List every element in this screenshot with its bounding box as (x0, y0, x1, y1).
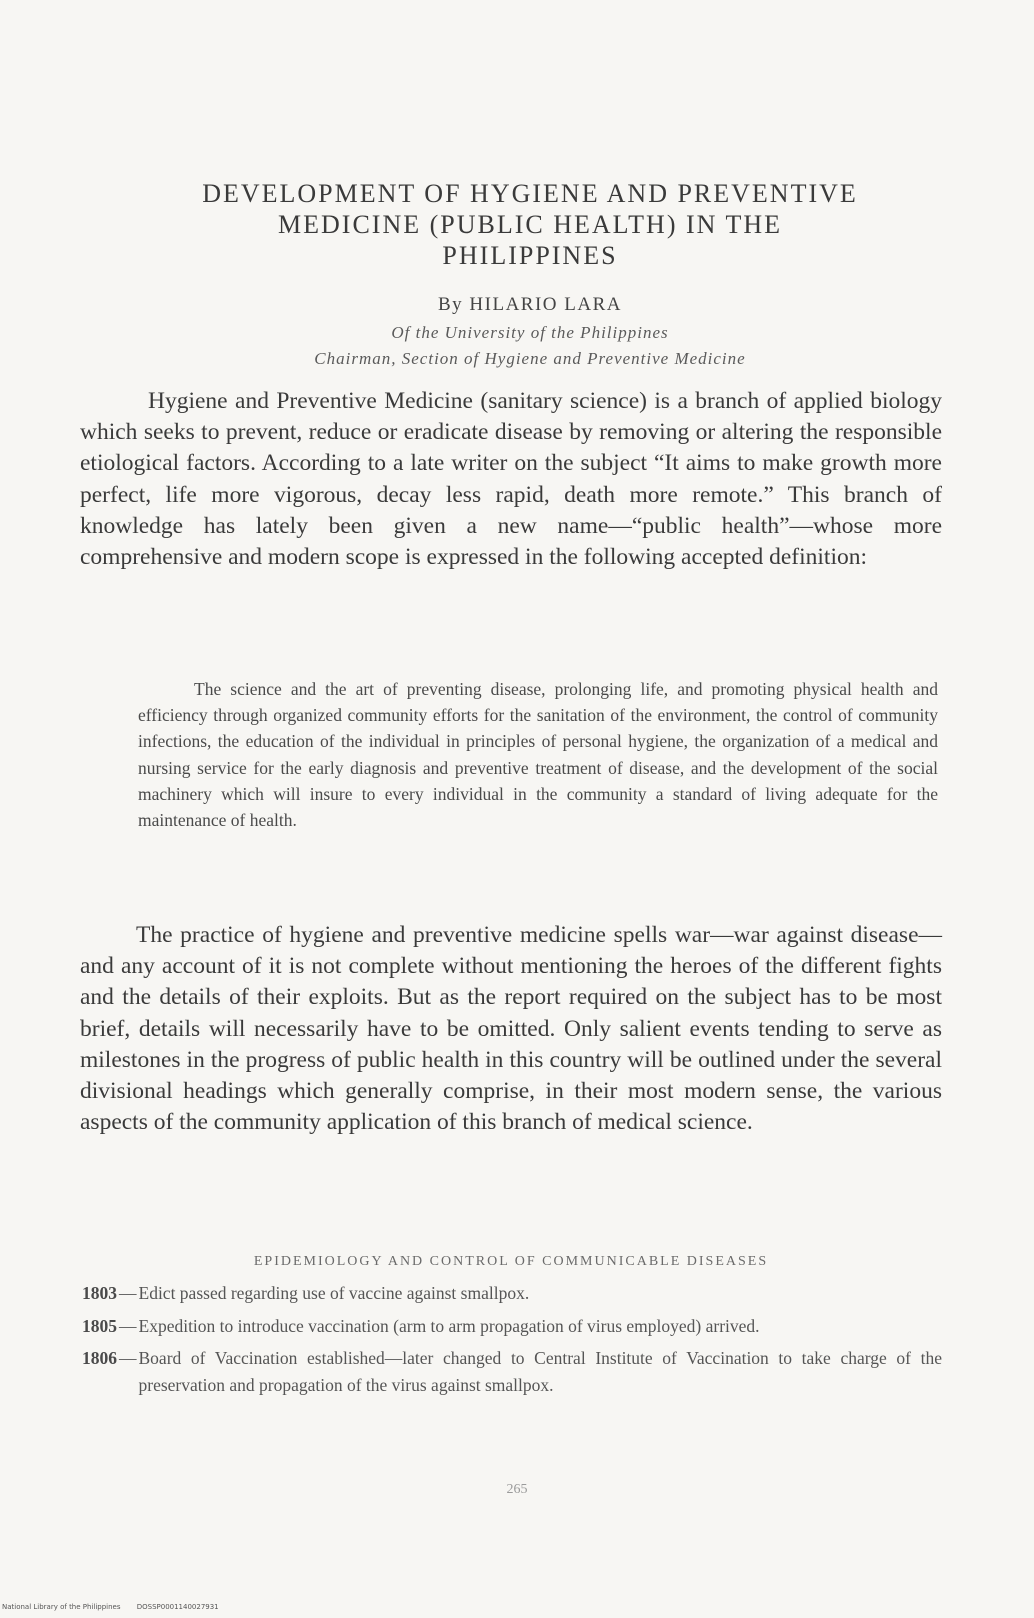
title-line: MEDICINE (PUBLIC HEALTH) IN THE (278, 210, 782, 239)
article-title (90, 178, 970, 271)
chronology-entry (82, 1345, 942, 1398)
entry-dash: — (119, 1283, 137, 1303)
entry-year: 1803 (82, 1283, 117, 1303)
footer-identifier: DOSSP0001140027931 (136, 1603, 219, 1611)
entry-text: Board of Vaccination established—later changed to Central Institute of Vaccination to take charge of the preservation and propagation of the virus against smallpox. (138, 1348, 942, 1395)
intro-paragraph: Hygiene and Preventive Medicine (sanitary science) is a branch of applied biology which seeks to prevent, reduce or eradicate disease by removing or altering the responsible etiological factors. According to a late writer on the subject “It aims to make growth more perfect, life more vigorous, decay less rapid, death more remote.” This branch of knowledge has lately been given a new name—“public health”—whose more comprehensive and modern scope is expressed in the following accepted definition: (80, 388, 942, 571)
entry-year: 1805 (82, 1315, 117, 1336)
footer-library: National Library of the Philippines (2, 1603, 121, 1611)
chronology-entry (82, 1313, 942, 1340)
author-affiliation (90, 320, 970, 372)
entry-dash: — (119, 1315, 137, 1336)
title-line: DEVELOPMENT OF HYGIENE AND PREVENTIVE (202, 179, 858, 208)
entry-text: Edict passed regarding use of vaccine against smallpox. (138, 1283, 530, 1303)
entry-year: 1806 (82, 1348, 117, 1368)
entry-dash: — (119, 1348, 137, 1368)
title-line: PHILIPPINES (442, 241, 618, 270)
affiliation-line: Of the University of the Philippines (391, 323, 669, 342)
definition-quote: The science and the art of preventing disease, prolonging life, and promoting physical health and efficiency through organized community efforts for the sanitation of the environment, the control of community infections, the education of the individual in principles of personal hygiene, the organization of a medical and nursing service for the early diagnosis and preventive treatment of disease, and the development of the social machinery which will insure to every individual in the community a standard of living adequate for the maintenance of health. (138, 679, 938, 831)
scan-footer (2, 1603, 233, 1611)
page-number: 265 (506, 1482, 528, 1497)
chronology-list (82, 1280, 942, 1404)
section-heading: EPIDEMIOLOGY AND CONTROL OF COMMUNICABLE DISEASES (253, 1254, 769, 1269)
affiliation-line: Chairman, Section of Hygiene and Preventive Medicine (314, 349, 746, 368)
author-byline: By HILARIO LARA (438, 294, 622, 315)
practice-paragraph: The practice of hygiene and preventive medicine spells war—war against disease—and any account of it is not complete without mentioning the heroes of the different fights and the details of their exploits. But as the report required on the subject has to be most brief, details will necessarily have to be omitted. Only salient events tending to serve as milestones in the progress of public health in this country will be outlined under the several divisional headings which generally comprise, in their most modern sense, the various aspects of the community application of this branch of medical science. (80, 922, 942, 1136)
chronology-entry (82, 1280, 942, 1307)
entry-text: Expedition to introduce vaccination (arm to arm propagation of virus employed) arrived. (138, 1315, 760, 1336)
